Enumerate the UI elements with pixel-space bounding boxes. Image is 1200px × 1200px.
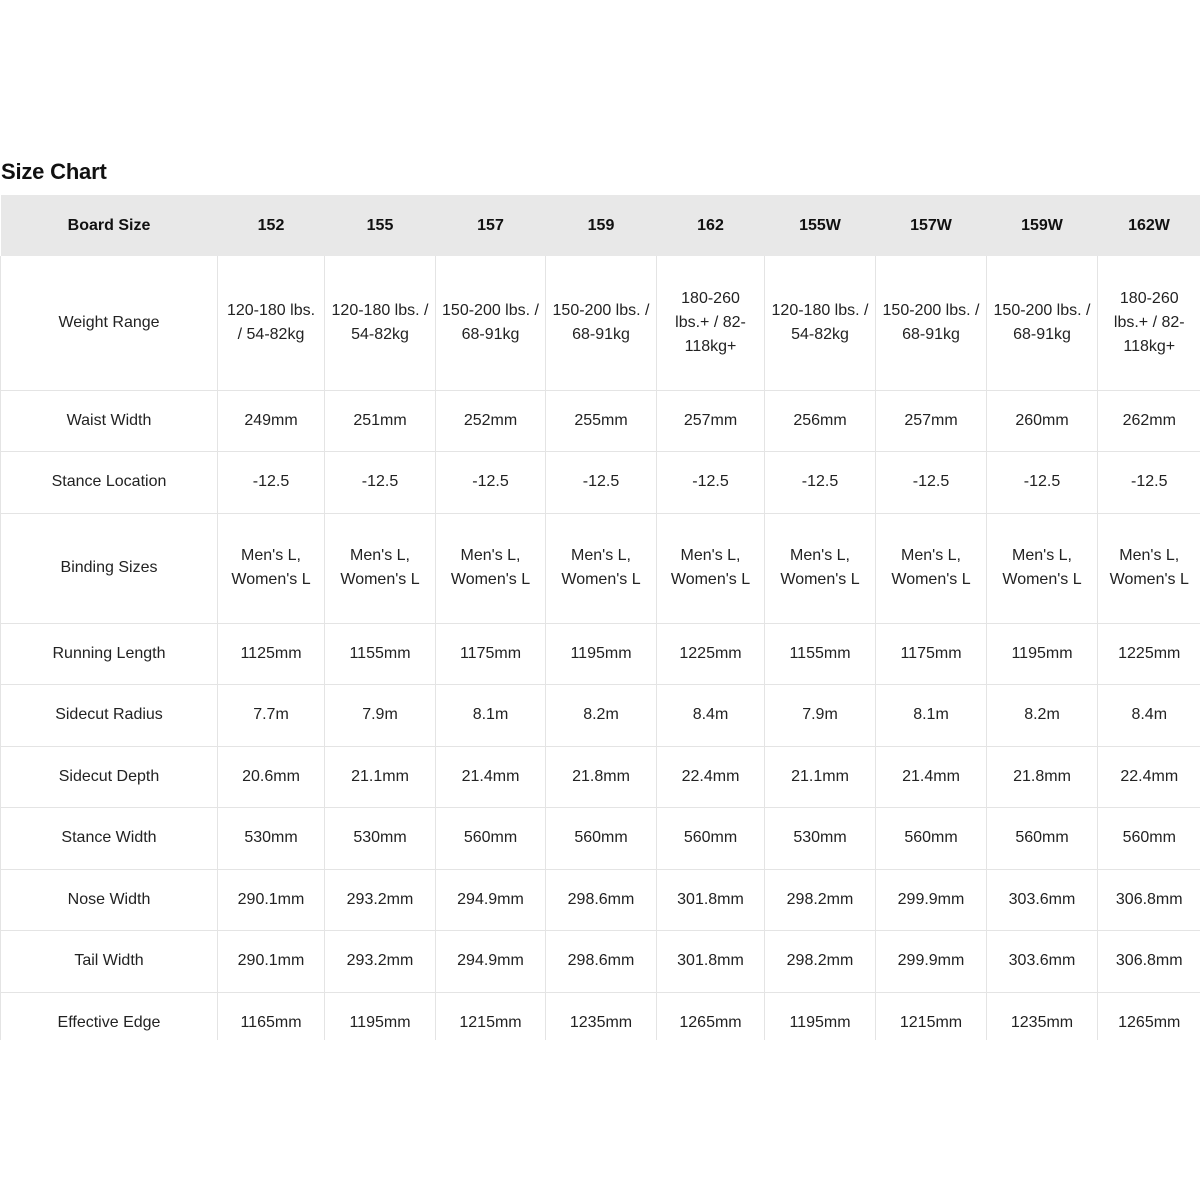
header-size-cell: 159	[546, 195, 657, 256]
table-cell: 301.8mm	[657, 931, 765, 993]
header-size-cell: 159W	[987, 195, 1098, 256]
table-cell: -12.5	[876, 452, 987, 514]
row-label: Stance Location	[1, 452, 218, 514]
header-size-cell: 157W	[876, 195, 987, 256]
table-cell: -12.5	[987, 452, 1098, 514]
table-cell: 257mm	[657, 390, 765, 452]
table-cell: 21.8mm	[546, 746, 657, 808]
row-label: Tail Width	[1, 931, 218, 993]
table-cell: 1165mm	[218, 992, 325, 1040]
header-size-cell: 162	[657, 195, 765, 256]
table-cell: 1155mm	[765, 623, 876, 685]
header-size-cell: 152	[218, 195, 325, 256]
table-cell: 249mm	[218, 390, 325, 452]
table-cell: 1155mm	[325, 623, 436, 685]
table-cell: 20.6mm	[218, 746, 325, 808]
table-cell: 293.2mm	[325, 931, 436, 993]
table-cell: 560mm	[546, 808, 657, 870]
table-body	[1, 256, 1200, 1040]
table-cell: 298.2mm	[765, 869, 876, 931]
table-cell: 560mm	[1098, 808, 1200, 870]
table-cell: 260mm	[987, 390, 1098, 452]
table-header	[1, 195, 1200, 256]
table-row	[1, 513, 1200, 623]
table-cell: 560mm	[987, 808, 1098, 870]
table-cell: 1215mm	[876, 992, 987, 1040]
table-cell: 303.6mm	[987, 869, 1098, 931]
row-label: Effective Edge	[1, 992, 218, 1040]
table-cell: -12.5	[436, 452, 546, 514]
table-row	[1, 623, 1200, 685]
table-cell: -12.5	[1098, 452, 1200, 514]
table-cell: 560mm	[657, 808, 765, 870]
table-cell: 1265mm	[1098, 992, 1200, 1040]
table-cell: 1215mm	[436, 992, 546, 1040]
table-cell: -12.5	[765, 452, 876, 514]
row-label: Running Length	[1, 623, 218, 685]
table-cell: 299.9mm	[876, 869, 987, 931]
table-cell: 8.2m	[987, 685, 1098, 747]
table-cell: 1175mm	[876, 623, 987, 685]
table-cell: 150-200 lbs. / 68-91kg	[546, 256, 657, 390]
table-cell: Men's L, Women's L	[765, 513, 876, 623]
header-board-size-label: Board Size	[1, 195, 218, 256]
header-row	[1, 195, 1200, 256]
table-cell: 22.4mm	[1098, 746, 1200, 808]
size-chart-table	[0, 195, 1200, 1040]
table-row	[1, 992, 1200, 1040]
table-cell: 530mm	[218, 808, 325, 870]
table-cell: 293.2mm	[325, 869, 436, 931]
table-cell: 252mm	[436, 390, 546, 452]
table-cell: 150-200 lbs. / 68-91kg	[876, 256, 987, 390]
table-cell: 1235mm	[546, 992, 657, 1040]
table-cell: Men's L, Women's L	[325, 513, 436, 623]
row-label: Binding Sizes	[1, 513, 218, 623]
table-cell: 7.7m	[218, 685, 325, 747]
table-cell: 1265mm	[657, 992, 765, 1040]
table-cell: -12.5	[218, 452, 325, 514]
table-cell: 21.1mm	[325, 746, 436, 808]
table-cell: 530mm	[325, 808, 436, 870]
header-size-cell: 162W	[1098, 195, 1200, 256]
table-cell: 21.4mm	[876, 746, 987, 808]
table-cell: 290.1mm	[218, 931, 325, 993]
table-row	[1, 746, 1200, 808]
table-cell: 294.9mm	[436, 931, 546, 993]
table-cell: 120-180 lbs. / 54-82kg	[218, 256, 325, 390]
table-cell: 256mm	[765, 390, 876, 452]
table-row	[1, 931, 1200, 993]
table-cell: 8.2m	[546, 685, 657, 747]
table-cell: 560mm	[876, 808, 987, 870]
table-cell: 303.6mm	[987, 931, 1098, 993]
table-cell: 294.9mm	[436, 869, 546, 931]
table-row	[1, 452, 1200, 514]
table-cell: 290.1mm	[218, 869, 325, 931]
row-label: Stance Width	[1, 808, 218, 870]
table-cell: Men's L, Women's L	[436, 513, 546, 623]
table-cell: 1235mm	[987, 992, 1098, 1040]
table-row	[1, 685, 1200, 747]
table-cell: 7.9m	[325, 685, 436, 747]
table-cell: Men's L, Women's L	[218, 513, 325, 623]
table-cell: 251mm	[325, 390, 436, 452]
table-cell: 306.8mm	[1098, 931, 1200, 993]
table-cell: 1195mm	[325, 992, 436, 1040]
table-cell: 530mm	[765, 808, 876, 870]
table-row	[1, 256, 1200, 390]
table-cell: 150-200 lbs. / 68-91kg	[436, 256, 546, 390]
header-size-cell: 155	[325, 195, 436, 256]
table-cell: 1195mm	[765, 992, 876, 1040]
row-label: Weight Range	[1, 256, 218, 390]
table-cell: 1195mm	[546, 623, 657, 685]
table-cell: 21.8mm	[987, 746, 1098, 808]
table-cell: 1195mm	[987, 623, 1098, 685]
table-cell: 301.8mm	[657, 869, 765, 931]
table-cell: 8.4m	[657, 685, 765, 747]
table-cell: 21.4mm	[436, 746, 546, 808]
table-cell: 180-260 lbs.+ / 82-118kg+	[1098, 256, 1200, 390]
table-cell: 560mm	[436, 808, 546, 870]
table-cell: 1225mm	[657, 623, 765, 685]
table-cell: Men's L, Women's L	[1098, 513, 1200, 623]
table-cell: 120-180 lbs. / 54-82kg	[765, 256, 876, 390]
table-cell: 8.4m	[1098, 685, 1200, 747]
table-row	[1, 869, 1200, 931]
table-row	[1, 390, 1200, 452]
table-cell: 22.4mm	[657, 746, 765, 808]
table-cell: 1125mm	[218, 623, 325, 685]
table-cell: 257mm	[876, 390, 987, 452]
table-cell: 298.2mm	[765, 931, 876, 993]
table-cell: -12.5	[657, 452, 765, 514]
table-cell: 1225mm	[1098, 623, 1200, 685]
header-size-cell: 155W	[765, 195, 876, 256]
table-cell: 7.9m	[765, 685, 876, 747]
table-cell: Men's L, Women's L	[987, 513, 1098, 623]
page-title: Size Chart	[1, 159, 107, 184]
table-cell: 8.1m	[436, 685, 546, 747]
table-cell: 262mm	[1098, 390, 1200, 452]
table-cell: 1175mm	[436, 623, 546, 685]
table-cell: 306.8mm	[1098, 869, 1200, 931]
table-cell: -12.5	[325, 452, 436, 514]
table-cell: 298.6mm	[546, 869, 657, 931]
table-cell: Men's L, Women's L	[876, 513, 987, 623]
row-label: Sidecut Depth	[1, 746, 218, 808]
table-cell: 8.1m	[876, 685, 987, 747]
row-label: Sidecut Radius	[1, 685, 218, 747]
table-cell: 21.1mm	[765, 746, 876, 808]
row-label: Nose Width	[1, 869, 218, 931]
table-cell: 298.6mm	[546, 931, 657, 993]
row-label: Waist Width	[1, 390, 218, 452]
table-cell: 180-260 lbs.+ / 82-118kg+	[657, 256, 765, 390]
table-cell: 120-180 lbs. / 54-82kg	[325, 256, 436, 390]
table-cell: Men's L, Women's L	[657, 513, 765, 623]
table-cell: -12.5	[546, 452, 657, 514]
size-chart-table-container	[0, 195, 1200, 1040]
table-cell: 299.9mm	[876, 931, 987, 993]
table-cell: 150-200 lbs. / 68-91kg	[987, 256, 1098, 390]
header-size-cell: 157	[436, 195, 546, 256]
table-cell: Men's L, Women's L	[546, 513, 657, 623]
table-row	[1, 808, 1200, 870]
table-cell: 255mm	[546, 390, 657, 452]
